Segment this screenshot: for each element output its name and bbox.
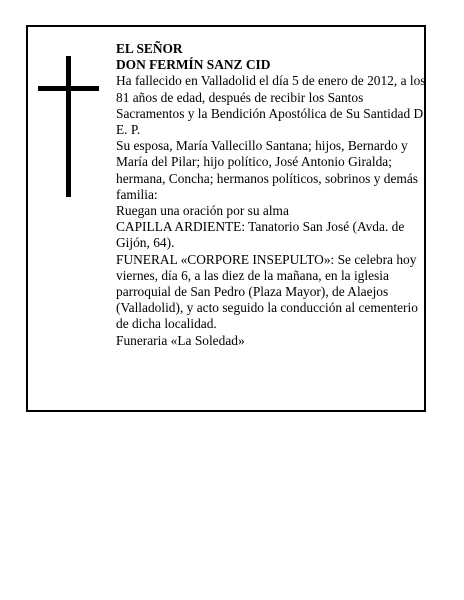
notice-text <box>116 41 428 349</box>
death-announcement: Ha fallecido en Valladolid el día 5 de enero de 2012, a los 81 años de edad, después de recibir los Santos Sacramentos y la Bendición Apostólica de Su Santidad D. E. P. <box>116 73 427 138</box>
chapel-info: CAPILLA ARDIENTE: Tanatorio San José (Avda. de Gijón, 64). <box>116 219 405 251</box>
funeral-info: FUNERAL «CORPORE INSEPULTO»: Se celebra hoy viernes, día 6, a las diez de la mañana, en la iglesia parroquial de San Pedro (Plaza Mayor), de Alaejos (Valladolid), y acto seguido la conducción al cementerio de dicha localidad. <box>116 251 418 332</box>
heading-title: EL SEÑOR <box>116 41 183 56</box>
family-list: Su esposa, María Vallecillo Santana; hijos, Bernardo y María del Pilar; hijo político, José Antonio Giralda; hermana, Concha; hermanos políticos, sobrinos y demás familia: <box>116 138 418 202</box>
prayer-request: Ruegan una oración por su alma <box>116 203 289 219</box>
funeral-home: Funeraria «La Soledad» <box>116 332 245 348</box>
obituary-notice <box>26 25 426 412</box>
cross-horizontal-bar <box>38 86 99 91</box>
deceased-name: DON FERMÍN SANZ CID <box>116 57 271 73</box>
cross-vertical-bar <box>66 56 71 197</box>
